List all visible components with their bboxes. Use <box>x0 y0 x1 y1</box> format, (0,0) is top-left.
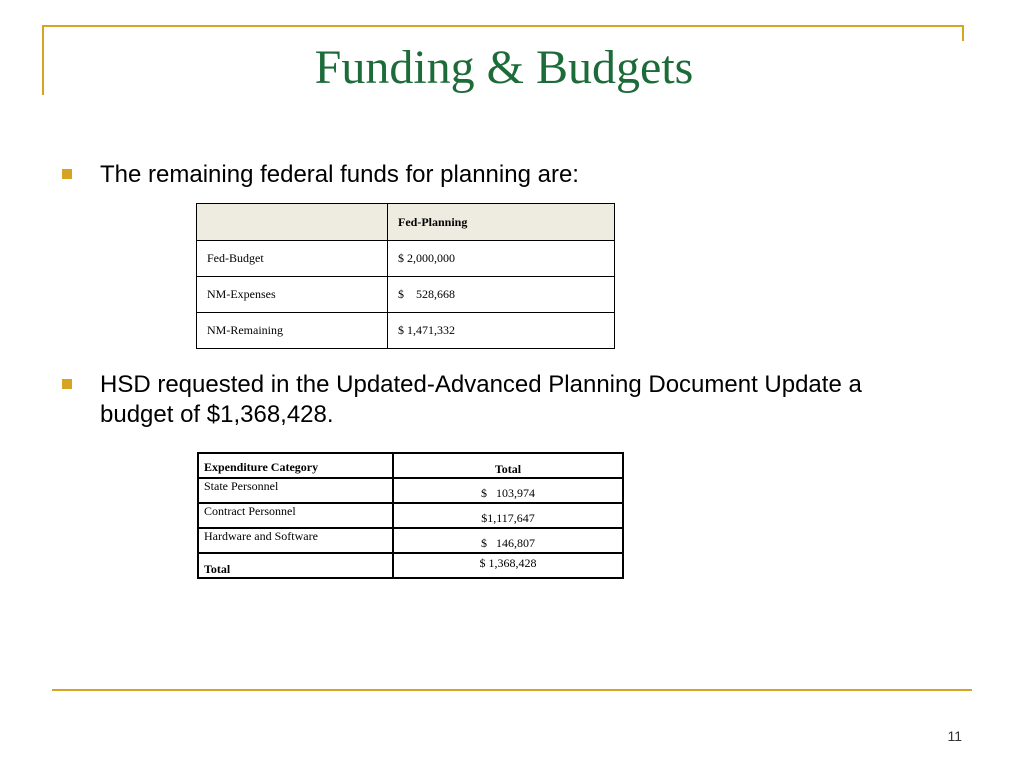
table-cell-label: NM-Remaining <box>197 313 388 349</box>
table-cell-label: Fed-Budget <box>197 241 388 277</box>
table-cell-label: Contract Personnel <box>198 503 393 528</box>
page-number: 11 <box>947 728 962 744</box>
bullet-text: HSD requested in the Updated-Advanced Planning Document Update a budget of $1,368,428. <box>100 371 862 428</box>
table-header-cell: Fed-Planning <box>388 204 615 241</box>
table-row <box>197 277 615 313</box>
table-row <box>198 503 623 528</box>
table-cell-label: Total <box>198 553 393 578</box>
table-cell-label: NM-Expenses <box>197 277 388 313</box>
table-cell-value: $ 528,668 <box>388 277 615 313</box>
table-row <box>198 528 623 553</box>
frame-top-line <box>42 25 964 27</box>
table-cell-label: State Personnel <box>198 478 393 503</box>
table-cell-value: $ 1,368,428 <box>393 553 623 578</box>
bullet-square-icon <box>62 379 72 389</box>
bullet-text: The remaining federal funds for planning are: <box>100 161 579 188</box>
table-header-row <box>197 204 615 241</box>
table-cell-value: $ 2,000,000 <box>388 241 615 277</box>
table-cell-value: $ 103,974 <box>393 478 623 503</box>
table-total-row <box>198 553 623 578</box>
fed-planning-table <box>196 203 615 349</box>
expenditure-table <box>197 452 624 579</box>
bullet-square-icon <box>62 169 72 179</box>
table-header-cell: Expenditure Category <box>198 453 393 478</box>
footer-line <box>52 689 972 691</box>
table-row <box>197 241 615 277</box>
table-cell-label: Hardware and Software <box>198 528 393 553</box>
table-header-cell: Total <box>393 453 623 478</box>
table-header-row <box>198 453 623 478</box>
table-cell-value: $ 146,807 <box>393 528 623 553</box>
table-row <box>198 478 623 503</box>
table-row <box>197 313 615 349</box>
slide-title: Funding & Budgets <box>314 41 694 94</box>
table-cell-value: $1,117,647 <box>393 503 623 528</box>
table-header-cell <box>197 204 388 241</box>
table-cell-value: $ 1,471,332 <box>388 313 615 349</box>
